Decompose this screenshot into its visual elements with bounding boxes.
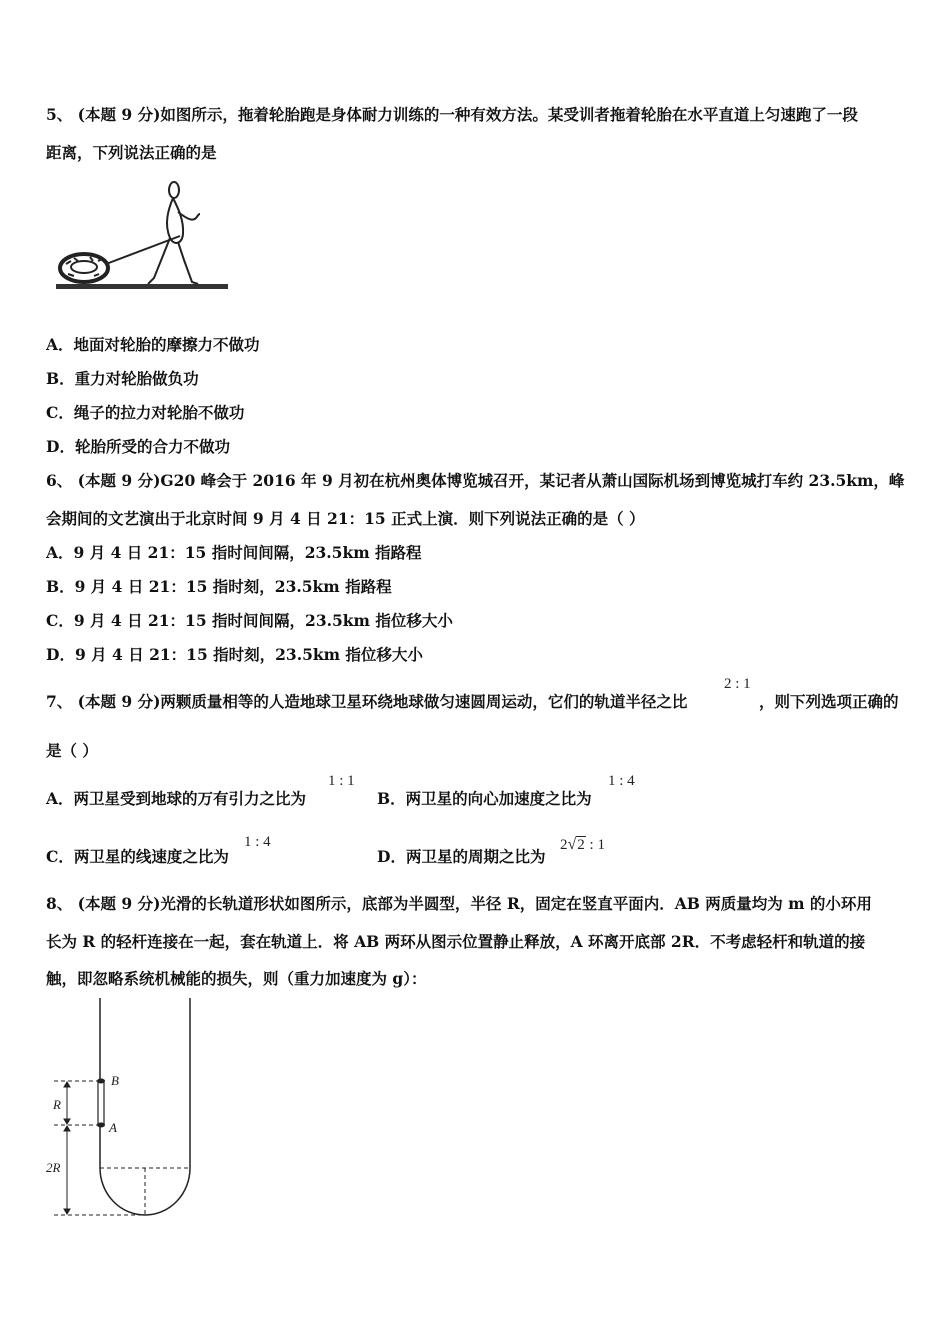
dimension-r bbox=[64, 1082, 70, 1124]
q7-stem-line2: 是（ ） bbox=[46, 741, 98, 760]
q7-option-a-math: 1 : 1 bbox=[328, 773, 355, 789]
q6-option-d: D．9 月 4 日 21：15 指时刻，23.5km 指位移大小 bbox=[46, 645, 423, 664]
q7-option-c-math: 1 : 4 bbox=[244, 834, 271, 850]
q7-ratio: 2 : 1 bbox=[724, 676, 751, 692]
q5-option-b: B．重力对轮胎做负功 bbox=[46, 369, 199, 388]
label-r: R bbox=[53, 1097, 61, 1112]
q7-stem-line1: 7、 (本题 9 分)两颗质量相等的人造地球卫星环绕地球做匀速圆周运动，它们的轨道半径之比 bbox=[46, 692, 688, 711]
q6-option-c: C．9 月 4 日 21：15 指时间间隔，23.5km 指位移大小 bbox=[46, 611, 453, 630]
q8-stem-line2: 长为 R 的轻杆连接在一起，套在轨道上．将 AB 两环从图示位置静止释放，A 环离开底部 2R．不考虑轻杆和轨道的接 bbox=[46, 932, 866, 951]
q7-option-b: B．两卫星的向心加速度之比为 bbox=[377, 789, 592, 808]
ring-b bbox=[97, 1079, 105, 1084]
q7-option-b-math: 1 : 4 bbox=[608, 773, 635, 789]
q7-option-c: C．两卫星的线速度之比为 bbox=[46, 847, 229, 866]
dimension-2r bbox=[64, 1126, 70, 1214]
q7-stem-line1-tail: ，则下列选项正确的 bbox=[759, 692, 899, 711]
ring-a bbox=[97, 1123, 105, 1128]
runner-icon bbox=[148, 182, 200, 284]
label-a: A bbox=[109, 1120, 117, 1135]
q7-option-d-tail: : 1 bbox=[589, 837, 605, 853]
q6-stem-line1: 6、 (本题 9 分)G20 峰会于 2016 年 9 月初在杭州奥体博览城召开，某记者从萧山国际机场到博览城打车约 23.5km，峰 bbox=[46, 471, 905, 490]
light-rod bbox=[98, 1081, 104, 1125]
q8-stem-line3: 触，即忽略系统机械能的损失，则（重力加速度为 g）： bbox=[46, 969, 427, 988]
q7-option-d: D．两卫星的周期之比为 bbox=[377, 847, 546, 866]
label-b: B bbox=[111, 1073, 119, 1088]
q5-option-a: A．地面对轮胎的摩擦力不做功 bbox=[46, 335, 260, 354]
q7-option-d-coef: 2 bbox=[560, 837, 568, 853]
q5-stem-line1: 5、 (本题 9 分)如图所示，拖着轮胎跑是身体耐力训练的一种有效方法。某受训者拖着轮胎在水平直道上匀速跑了一段 bbox=[46, 105, 858, 124]
ground-line bbox=[56, 284, 228, 289]
q7-option-a: A．两卫星受到地球的万有引力之比为 bbox=[46, 789, 307, 808]
q5-option-d: D．轮胎所受的合力不做功 bbox=[46, 437, 230, 456]
q6-stem-line2: 会期间的文艺演出于北京时间 9 月 4 日 21：15 正式上演．则下列说法正确的是（ ） bbox=[46, 509, 645, 528]
tire-icon bbox=[60, 254, 108, 282]
label-2r: 2R bbox=[46, 1160, 61, 1175]
q6-option-b: B．9 月 4 日 21：15 指时刻，23.5km 指路程 bbox=[46, 577, 392, 596]
q8-stem-line1: 8、 (本题 9 分)光滑的长轨道形状如图所示，底部为半圆型，半径 R，固定在竖直平面内．AB 两质量均为 m 的小环用 bbox=[46, 894, 872, 913]
q7-option-d-math bbox=[560, 836, 605, 854]
q5-stem-line2: 距离，下列说法正确的是 bbox=[46, 143, 217, 162]
sqrt-symbol: √ bbox=[567, 836, 577, 853]
q7-option-d-radicand: 2 bbox=[577, 837, 585, 853]
q6-option-a: A．9 月 4 日 21：15 指时间间隔，23.5km 指路程 bbox=[46, 543, 422, 562]
track-figure bbox=[40, 998, 210, 1224]
q5-option-c: C．绳子的拉力对轮胎不做功 bbox=[46, 403, 245, 422]
tire-runner-figure bbox=[52, 178, 232, 296]
